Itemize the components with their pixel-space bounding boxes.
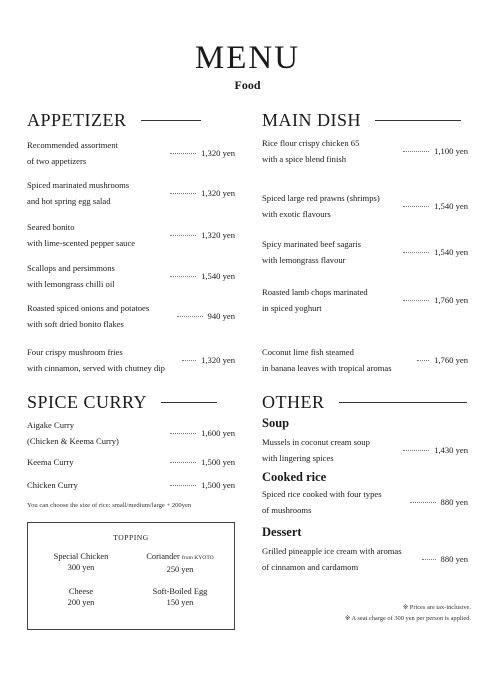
item-price: 940 yen xyxy=(207,311,235,321)
spice-curry-section-header xyxy=(27,393,235,411)
menu-item xyxy=(262,135,468,167)
leader-dots xyxy=(422,559,436,560)
other-section-header xyxy=(262,393,468,411)
appetizer-heading: APPETIZER xyxy=(27,110,127,130)
topping-price: 200 yen xyxy=(67,598,95,607)
menu-item xyxy=(262,434,468,466)
cooked-rice-subheading: Cooked rice xyxy=(262,470,327,484)
item-price: 1,760 yen xyxy=(434,355,468,365)
item-name-line1: Spiced large red prawns (shrimps) xyxy=(262,193,380,203)
topping-name: Soft-Boiled Egg xyxy=(152,587,208,596)
leader-dots xyxy=(177,316,203,317)
main-dish-rule xyxy=(375,120,461,121)
item-price: 1,500 yen xyxy=(201,480,235,490)
item-name-line2: with cinnamon, served with chutney dip xyxy=(27,363,165,373)
item-price: 1,500 yen xyxy=(201,457,235,467)
item-price: 1,760 yen xyxy=(434,295,468,305)
item-price: 1,100 yen xyxy=(434,146,468,156)
menu-item xyxy=(27,137,235,169)
leader-dots xyxy=(403,252,429,253)
item-name-line2: of cinnamon and cardamom xyxy=(262,562,359,572)
spice-curry-rule xyxy=(161,402,217,403)
item-name-line1: Recommended assortment xyxy=(27,140,118,150)
menu-item xyxy=(27,454,235,470)
leader-dots xyxy=(170,193,196,194)
item-name-line2: with lime-scented pepper sauce xyxy=(27,238,136,248)
topping-price: 150 yen xyxy=(166,598,194,607)
item-name-line1: Rice flour crispy chicken 65 xyxy=(262,138,360,148)
menu-item xyxy=(262,543,468,575)
menu-title: MENU xyxy=(194,40,301,76)
item-name-line2: of mushrooms xyxy=(262,505,312,515)
leader-dots xyxy=(170,485,196,486)
spice-curry-heading: SPICE CURRY xyxy=(27,392,148,412)
item-name-line2: and hot spring egg salad xyxy=(27,196,111,206)
item-name-line1: Spiced marinated mushrooms xyxy=(27,180,130,190)
leader-dots xyxy=(170,276,196,277)
leader-dots xyxy=(403,450,429,451)
tax-note: ※ Prices are tax-inclusive. xyxy=(402,604,471,611)
menu-item xyxy=(27,260,235,292)
item-name-line1: Roasted lamb chops marinated xyxy=(262,287,368,297)
topping-name: Coriander xyxy=(146,552,180,561)
main-dish-heading: MAIN DISH xyxy=(262,110,361,130)
item-name-line1: Coconut lime fish steamed xyxy=(262,347,354,357)
seat-charge-note: ※ A seat charge of 300 yen per person is applied. xyxy=(344,615,471,622)
menu-item xyxy=(262,344,468,376)
item-name-line2: with lemongrass flavour xyxy=(262,255,346,265)
item-name-line1: Scallops and persimmons xyxy=(27,263,115,273)
menu-item xyxy=(27,177,235,209)
item-price: 1,320 yen xyxy=(201,188,235,198)
menu-item xyxy=(262,486,468,518)
leader-dots xyxy=(170,153,196,154)
menu-item xyxy=(27,417,235,449)
leader-dots xyxy=(403,151,429,152)
item-price: 880 yen xyxy=(440,554,468,564)
item-price: 1,540 yen xyxy=(201,271,235,281)
item-price: 1,320 yen xyxy=(201,148,235,158)
leader-dots xyxy=(403,300,429,301)
item-name-line2: of two appetizers xyxy=(27,156,87,166)
item-name-line1: Roasted spiced onions and potatoes xyxy=(27,303,150,313)
item-name-line2: in banana leaves with tropical aromas xyxy=(262,363,392,373)
topping-item xyxy=(128,586,232,608)
item-name-line1: Seared bonito xyxy=(27,222,75,232)
leader-dots xyxy=(170,462,196,463)
item-name-line2: with exotic flavours xyxy=(262,209,331,219)
topping-box xyxy=(27,522,235,630)
dessert-subheading: Dessert xyxy=(262,525,302,539)
item-price: 1,320 yen xyxy=(201,230,235,240)
menu-item xyxy=(27,344,235,376)
other-heading: OTHER xyxy=(262,392,325,412)
topping-price: 300 yen xyxy=(67,563,95,572)
topping-name: Special Chicken xyxy=(53,552,109,561)
other-rule xyxy=(339,402,467,403)
menu-item xyxy=(27,477,235,493)
leader-dots xyxy=(410,502,436,503)
rice-size-note: You can choose the size of rice: small/medium/large + 200yen xyxy=(27,502,192,509)
item-price: 1,320 yen xyxy=(201,355,235,365)
item-name-line2: (Chicken & Keema Curry) xyxy=(27,436,119,446)
item-price: 1,600 yen xyxy=(201,428,235,438)
item-price: 1,540 yen xyxy=(434,247,468,257)
leader-dots xyxy=(170,235,196,236)
menu-item xyxy=(262,190,468,222)
main-dish-section-header xyxy=(262,111,468,129)
item-name-line1: Four crispy mushroom fries xyxy=(27,347,123,357)
item-price: 1,430 yen xyxy=(434,445,468,455)
item-price: 1,540 yen xyxy=(434,201,468,211)
leader-dots xyxy=(182,360,196,361)
topping-item xyxy=(36,586,126,608)
item-name-line1: Aigake Curry xyxy=(27,420,75,430)
soup-subheading: Soup xyxy=(262,416,290,430)
item-name-line2: in spiced yoghurt xyxy=(262,303,322,313)
appetizer-section-header xyxy=(27,111,235,129)
topping-heading: TOPPING xyxy=(113,533,149,542)
item-name-line1: Keema Curry xyxy=(27,457,74,467)
appetizer-rule xyxy=(141,120,201,121)
leader-dots xyxy=(417,360,429,361)
topping-origin-note: from KYOTO xyxy=(181,555,214,561)
item-name-line2: with soft dried bonito flakes xyxy=(27,319,124,329)
topping-item xyxy=(128,551,232,575)
item-name-line1: Spicy marinated beef sagaris xyxy=(262,239,362,249)
item-price: 880 yen xyxy=(440,497,468,507)
menu-item xyxy=(27,300,235,332)
item-name-line2: with lingering spices xyxy=(262,453,334,463)
item-name-line2: with a spice blend finish xyxy=(262,154,347,164)
menu-subtitle: Food xyxy=(234,78,261,92)
topping-name: Cheese xyxy=(68,587,94,596)
item-name-line1: Mussels in coconut cream soup xyxy=(262,437,370,447)
leader-dots xyxy=(403,206,429,207)
menu-item xyxy=(262,284,468,316)
menu-item xyxy=(27,219,235,251)
item-name-line1: Chicken Curry xyxy=(27,480,78,490)
menu-item xyxy=(262,236,468,268)
item-name-line1: Grilled pineapple ice cream with aromas xyxy=(262,546,402,556)
item-name-line2: with lemongrass chilli oil xyxy=(27,279,115,289)
leader-dots xyxy=(170,433,196,434)
topping-price: 250 yen xyxy=(166,565,194,574)
topping-item xyxy=(36,551,126,573)
item-name-line1: Spiced rice cooked with four types xyxy=(262,489,382,499)
